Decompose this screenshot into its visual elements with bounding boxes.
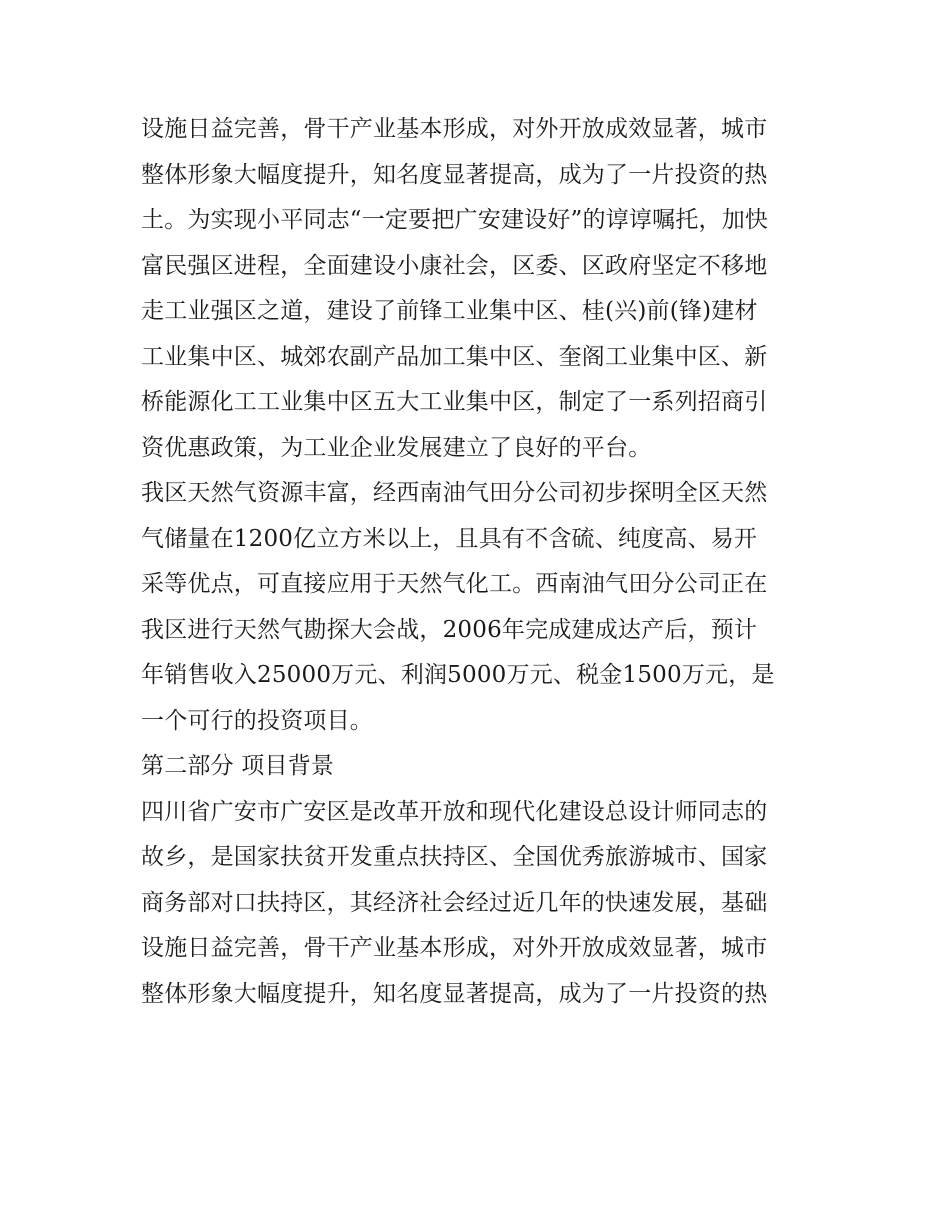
body-text xyxy=(141,107,821,1017)
text-line: 资优惠政策，为工业企业发展建立了良好的平台。 xyxy=(141,434,652,461)
text-line: 一个可行的投资项目。 xyxy=(141,707,373,734)
text-line: 四川省广安市广安区是改革开放和现代化建设总设计师同志的 xyxy=(141,798,768,825)
text-line: 整体形象大幅度提升，知名度显著提高，成为了一片投资的热 xyxy=(141,980,768,1007)
text-line: 我区天然气资源丰富，经西南油气田分公司初步探明全区天然 xyxy=(141,480,768,506)
text-line: 土。为实现小平同志“一定要把广安建设好”的谆谆嘱托，加快 xyxy=(141,207,769,233)
section-heading: 第二部分 项目背景 xyxy=(141,753,335,779)
text-line: 商务部对口扶持区，其经济社会经过近几年的快速发展，基础 xyxy=(141,889,768,916)
text-line: 采等优点，可直接应用于天然气化工。西南油气田分公司正在 xyxy=(141,571,768,597)
text-line: 气储量在1200亿立方米以上，且具有不含硫、纯度高、易开 xyxy=(141,525,758,552)
text-line: 走工业强区之道，建设了前锋工业集中区、桂(兴)前(锋)建材 xyxy=(141,298,758,324)
text-line: 富民强区进程，全面建设小康社会，区委、区政府坚定不移地 xyxy=(141,252,768,279)
text-line: 我区进行天然气勘探大会战，2006年完成建成达产后，预计 xyxy=(141,616,758,643)
text-line: 年销售收入25000万元、利润5000万元、税金1500万元，是 xyxy=(141,662,775,688)
text-line: 整体形象大幅度提升，知名度显著提高，成为了一片投资的热 xyxy=(141,161,768,188)
text-line: 工业集中区、城郊农副产品加工集中区、奎阁工业集中区、新 xyxy=(141,343,768,370)
text-line: 故乡，是国家扶贫开发重点扶持区、全国优秀旅游城市、国家 xyxy=(141,844,768,870)
text-line: 桥能源化工工业集中区五大工业集中区，制定了一系列招商引 xyxy=(141,389,768,415)
text-line: 设施日益完善，骨干产业基本形成，对外开放成效显著，城市 xyxy=(141,116,768,142)
text-line: 设施日益完善，骨干产业基本形成，对外开放成效显著，城市 xyxy=(141,935,768,961)
